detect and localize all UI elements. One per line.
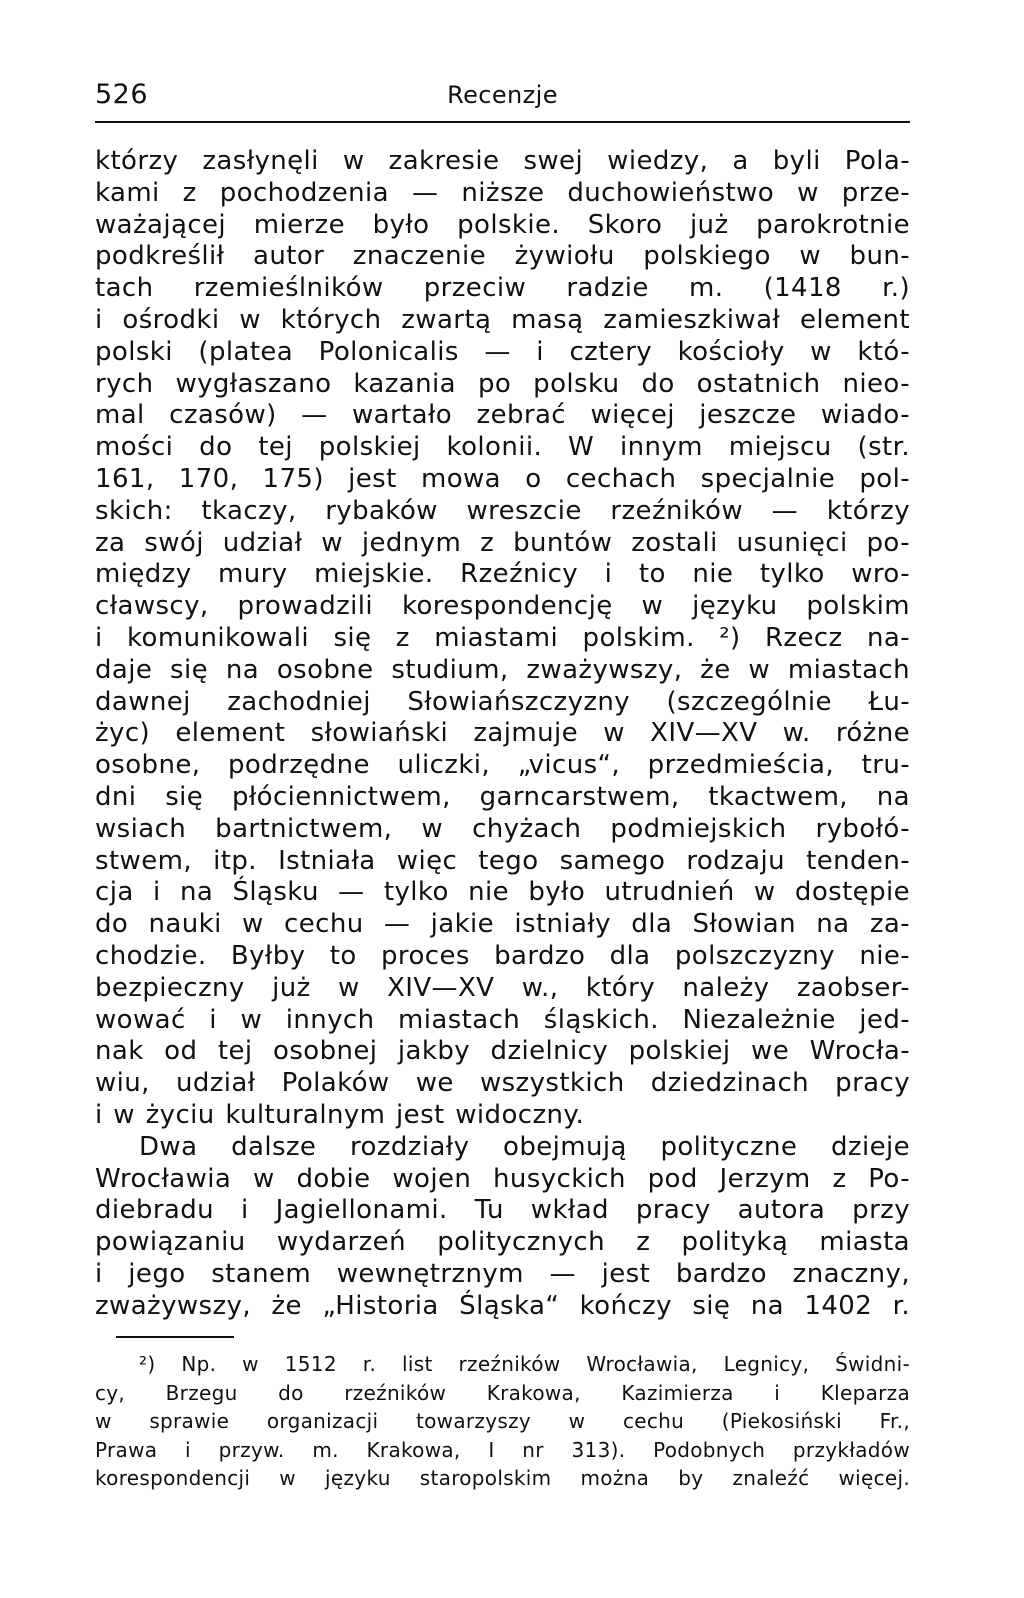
body-text <box>95 146 910 1322</box>
text-line: zważywszy, że „Historia Śląska“ kończy się na 1402 r. <box>95 1290 910 1321</box>
text-line: mal czasów) — wartało zebrać więcej jeszcze wiado- <box>95 400 910 431</box>
text-line: cja i na Śląsku — tylko nie było utrudnień w dostępie <box>95 877 910 908</box>
text-line: za swój udział w jednym z buntów zostali usunięci po- <box>95 527 910 558</box>
footnote-rule <box>116 1336 234 1338</box>
text-line: stwem, itp. Istniała więc tego samego rodzaju tenden- <box>95 845 910 876</box>
text-line: do nauki w cechu — jakie istniały dla Słowian na za- <box>95 909 910 940</box>
text-line: wsiach bartnictwem, w chyżach podmiejskich rybołó- <box>95 813 910 844</box>
text-line: rych wygłaszano kazania po polsku do ostatnich nieo- <box>95 368 910 399</box>
text-line: dawnej zachodniej Słowiańszczyzny (szczególnie Łu- <box>95 686 910 717</box>
footnote-line: ²) Np. w 1512 r. list rzeźników Wrocławia, Legnicy, Świdni- <box>139 1352 910 1376</box>
running-head: Recenzje <box>447 81 558 109</box>
text-line: wować i w innych miastach śląskich. Niezależnie jed- <box>95 1004 910 1035</box>
text-line: kami z pochodzenia — niższe duchowieństwo w prze- <box>95 177 910 208</box>
text-line: bezpieczny już w XIV—XV w., który należy zaobser- <box>95 972 910 1003</box>
footnotes <box>95 1350 910 1493</box>
text-line: wiu, udział Polaków we wszystkich dziedzinach pracy <box>95 1068 910 1099</box>
text-line: i komunikowali się z miastami polskim. ²) Rzecz na- <box>95 622 910 653</box>
text-line: Wrocławia w dobie wojen husyckich pod Jerzym z Po- <box>95 1163 910 1194</box>
text-line: życ) element słowiański zajmuje w XIV—XV w. różne <box>95 718 910 749</box>
text-line: ważającej mierze było polskie. Skoro już parokrotnie <box>95 209 910 240</box>
text-line: 161, 170, 175) jest mowa o cechach specjalnie pol- <box>95 463 910 494</box>
text-line: i w życiu kulturalnym jest widoczny. <box>95 1099 585 1130</box>
text-line: chodzie. Byłby to proces bardzo dla polszczyzny nie- <box>95 940 910 971</box>
footnote-line: cy, Brzegu do rzeźników Krakowa, Kazimierza i Kleparza <box>95 1380 910 1405</box>
footnote-line: w sprawie organizacji towarzyszy w cechu (Piekosiński Fr., <box>95 1409 910 1434</box>
text-line: którzy zasłynęli w zakresie swej wiedzy, a byli Pola- <box>95 146 910 176</box>
text-line: i jego stanem wewnętrznym — jest bardzo znaczny, <box>95 1258 910 1289</box>
footnote-line: Prawa i przyw. m. Krakowa, I nr 313). Podobnych przykładów <box>95 1437 910 1462</box>
text-line: skich: tkaczy, rybaków wreszcie rzeźników — którzy <box>95 495 910 526</box>
page-number: 526 <box>95 79 149 110</box>
footnote-line: korespondencji w języku staropolskim można by znaleźć więcej. <box>95 1466 910 1491</box>
text-line: nak od tej osobnej jakby dzielnicy polskiej we Wrocła- <box>95 1036 910 1067</box>
text-line: daje się na osobne studium, zważywszy, że w miastach <box>95 654 910 685</box>
text-line: diebradu i Jagiellonami. Tu wkład pracy autora przy <box>95 1195 910 1226</box>
text-line: tach rzemieślników przeciw radzie m. (1418 r.) <box>95 273 910 304</box>
text-line: polski (platea Polonicalis — i cztery kościoły w któ- <box>95 336 910 367</box>
text-line: dni się płóciennictwem, garncarstwem, tkactwem, na <box>95 781 910 812</box>
text-line: podkreślił autor znaczenie żywiołu polskiego w bun- <box>95 241 910 272</box>
text-line: osobne, podrzędne uliczki, „vicus“, przedmieścia, tru- <box>95 750 910 781</box>
text-line: i ośrodki w których zwartą masą zamieszkiwał element <box>95 304 910 335</box>
text-line: cławscy, prowadzili korespondencję w języku polskim <box>95 591 910 622</box>
text-line: mości do tej polskiej kolonii. W innym miejscu (str. <box>95 432 910 463</box>
header-rule <box>95 121 910 123</box>
paragraph-start-line: Dwa dalsze rozdziały obejmują polityczne dzieje <box>139 1131 910 1162</box>
text-line: między mury miejskie. Rzeźnicy i to nie tylko wro- <box>95 559 910 590</box>
text-line: powiązaniu wydarzeń politycznych z polityką miasta <box>95 1227 910 1258</box>
page-header <box>95 78 910 122</box>
